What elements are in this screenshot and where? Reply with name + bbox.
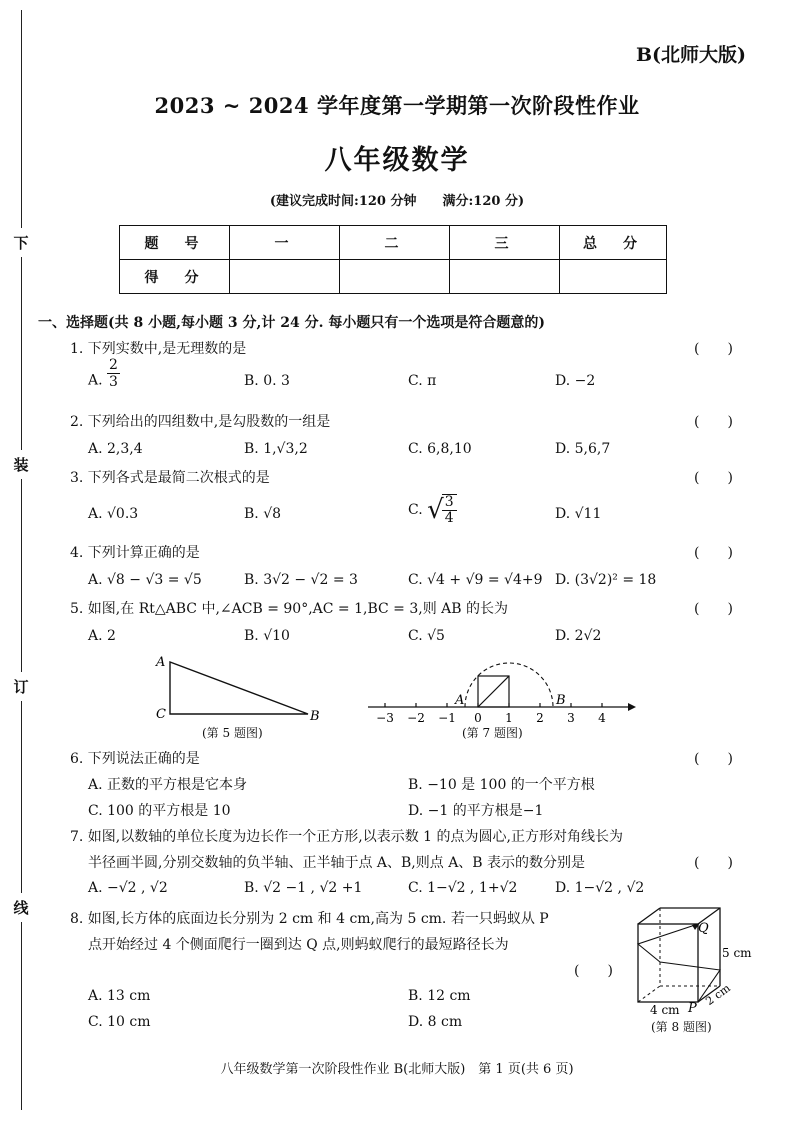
q2-option-b[interactable]: B. 1,√3,2 <box>244 441 308 457</box>
question-5-stem: 5. 如图,在 Rt△ABC 中,∠ACB = 90°,AC = 1,BC = 3,则 AB 的长为 <box>70 601 509 617</box>
score-table-header-row <box>120 226 667 260</box>
q3-option-b[interactable]: B. √8 <box>244 506 282 522</box>
score-table-score-row <box>120 260 667 294</box>
q3-option-a[interactable]: A. √0.3 <box>88 506 139 522</box>
answer-paren-7[interactable]: ( ) <box>694 855 733 871</box>
answer-paren-8[interactable]: ( ) <box>574 963 613 979</box>
score-cell: 三 <box>450 226 560 260</box>
subject-title: 八年级数学 <box>324 145 470 176</box>
q7-option-a[interactable]: A. −√2 , √2 <box>88 880 168 896</box>
q3-option-c[interactable]: C. √ $\frac{3}{4}$ <box>408 492 457 528</box>
q2-option-a[interactable]: A. 2,3,4 <box>88 441 143 457</box>
q4-option-c[interactable]: C. √4 + √9 = √4+9 <box>408 572 543 588</box>
question-6-stem: 6. 下列说法正确的是 <box>70 751 200 767</box>
q4-option-b[interactable]: B. 3√2 − √2 = 3 <box>244 572 358 588</box>
width-label: 4 cm <box>650 1003 680 1017</box>
vertex-c-label: C <box>156 707 166 722</box>
point-a-label: A <box>455 693 465 708</box>
question-2-stem: 2. 下列给出的四组数中,是勾股数的一组是 <box>70 414 331 430</box>
exam-title: 2023 ~ 2024 学年度第一学期第一次阶段性作业 <box>154 93 640 118</box>
q5-option-b[interactable]: B. √10 <box>244 628 290 644</box>
question-8-stem-line1: 8. 如图,长方体的底面边长分别为 2 cm 和 4 cm,高为 5 cm. 若一只蚂蚁从 P <box>70 911 549 927</box>
tick-label: 4 <box>598 711 606 725</box>
point-p-label: P <box>688 1001 697 1016</box>
top-edge-left <box>638 908 660 924</box>
figure-7-number-line <box>366 660 636 730</box>
score-cell: 一 <box>230 226 340 260</box>
q1-option-d[interactable]: D. −2 <box>555 373 596 389</box>
score-cell: 总 分 <box>560 226 667 260</box>
tick-label: −3 <box>376 711 394 725</box>
score-input-cell[interactable] <box>230 260 340 294</box>
binding-char-xia: 下 <box>8 228 34 257</box>
score-cell: 二 <box>340 226 450 260</box>
page-footer: 八年级数学第一次阶段性作业 B(北师大版) 第 1 页(共 6 页) <box>220 1062 574 1077</box>
point-q-label: Q <box>698 921 709 936</box>
q6-option-d[interactable]: D. −1 的平方根是−1 <box>408 803 544 819</box>
point-b-label: B <box>556 693 566 708</box>
q8-option-a[interactable]: A. 13 cm <box>88 988 151 1004</box>
score-input-cell[interactable] <box>340 260 450 294</box>
tick-label: 3 <box>567 711 575 725</box>
q1-option-b[interactable]: B. 0. 3 <box>244 373 290 389</box>
q8-option-d[interactable]: D. 8 cm <box>408 1014 463 1030</box>
fraction: $\frac{2}{3}$ <box>109 357 118 390</box>
figure-8-cuboid <box>630 900 760 1015</box>
vertex-b-label: B <box>310 709 320 724</box>
axis-arrow <box>628 703 636 711</box>
square-diagonal <box>478 676 509 707</box>
q6-option-b[interactable]: B. −10 是 100 的一个平方根 <box>408 777 595 793</box>
q7-option-b[interactable]: B. √2 −1 , √2 +1 <box>244 880 363 896</box>
question-7-stem-line1: 7. 如图,以数轴的单位长度为边长作一个正方形,以表示数 1 的点为圆心,正方形对角线长为 <box>70 829 623 845</box>
answer-paren-1[interactable]: ( ) <box>694 341 733 357</box>
q6-option-a[interactable]: A. 正数的平方根是它本身 <box>88 777 248 793</box>
score-input-cell[interactable] <box>450 260 560 294</box>
tick-label: 0 <box>474 711 482 725</box>
exam-subtitle: (建议完成时间:120 分钟 满分:120 分) <box>269 194 525 209</box>
q6-option-c[interactable]: C. 100 的平方根是 10 <box>88 803 231 819</box>
q8-option-c[interactable]: C. 10 cm <box>88 1014 151 1030</box>
binding-char-xian: 线 <box>8 893 34 922</box>
answer-paren-3[interactable]: ( ) <box>694 470 733 486</box>
answer-paren-4[interactable]: ( ) <box>694 545 733 561</box>
q1-option-a[interactable]: A. $\frac{2}{3}$ <box>88 357 118 390</box>
figure-7-caption: (第 7 题图) <box>462 726 523 740</box>
score-input-cell[interactable] <box>560 260 667 294</box>
edition-label: B(北师大版) <box>635 44 746 66</box>
tick-label: 2 <box>536 711 544 725</box>
score-cell: 得 分 <box>120 260 230 294</box>
tick-marks <box>376 703 606 725</box>
q5-option-a[interactable]: A. 2 <box>88 628 116 644</box>
question-7-stem-line2: 半径画半圆,分别交数轴的负半轴、正半轴于点 A、B,则点 A、B 表示的数分别是 <box>88 855 586 871</box>
back-face-edges <box>660 908 720 986</box>
tick-label: −1 <box>438 711 456 725</box>
score-table <box>119 225 667 294</box>
q2-option-d[interactable]: D. 5,6,7 <box>555 441 611 457</box>
answer-paren-6[interactable]: ( ) <box>694 751 733 767</box>
q7-option-d[interactable]: D. 1−√2 , √2 <box>555 880 645 896</box>
binding-char-ding: 订 <box>8 672 34 701</box>
hidden-edge-d <box>638 986 660 1002</box>
answer-paren-5[interactable]: ( ) <box>694 601 733 617</box>
figure-8-caption: (第 8 题图) <box>651 1020 712 1034</box>
answer-paren-2[interactable]: ( ) <box>694 414 733 430</box>
question-8-stem-line2: 点开始经过 4 个侧面爬行一圈到达 Q 点,则蚂蚁爬行的最短路径长为 <box>88 937 509 953</box>
q3-option-d[interactable]: D. √11 <box>555 506 602 522</box>
question-1-stem: 1. 下列实数中,是无理数的是 <box>70 341 247 357</box>
radical-sign: √ <box>427 495 444 525</box>
question-3-stem: 3. 下列各式是最简二次根式的是 <box>70 470 270 486</box>
depth-label: 2 cm <box>703 981 733 1009</box>
vertex-a-label: A <box>156 655 166 670</box>
score-cell: 题 号 <box>120 226 230 260</box>
q7-option-c[interactable]: C. 1−√2 , 1+√2 <box>408 880 518 896</box>
q5-option-d[interactable]: D. 2√2 <box>555 628 602 644</box>
q2-option-c[interactable]: C. 6,8,10 <box>408 441 472 457</box>
q4-option-d[interactable]: D. (3√2)² = 18 <box>555 572 657 588</box>
q5-option-c[interactable]: C. √5 <box>408 628 445 644</box>
q8-option-b[interactable]: B. 12 cm <box>408 988 471 1004</box>
tick-label: −2 <box>407 711 425 725</box>
q1-option-c[interactable]: C. π <box>408 373 437 389</box>
fraction: $\frac{3}{4}$ <box>442 494 457 526</box>
figure-5-caption: (第 5 题图) <box>202 726 263 740</box>
section-heading: 一、选择题(共 8 小题,每小题 3 分,计 24 分. 每小题只有一个选项是符合题意的) <box>38 315 545 331</box>
tick-label: 1 <box>505 711 513 725</box>
binding-char-zhuang: 装 <box>8 450 34 479</box>
question-4-stem: 4. 下列计算正确的是 <box>70 545 200 561</box>
triangle-abc <box>170 662 308 714</box>
q4-option-a[interactable]: A. √8 − √3 = √5 <box>88 572 202 588</box>
height-label: 5 cm <box>722 946 752 960</box>
